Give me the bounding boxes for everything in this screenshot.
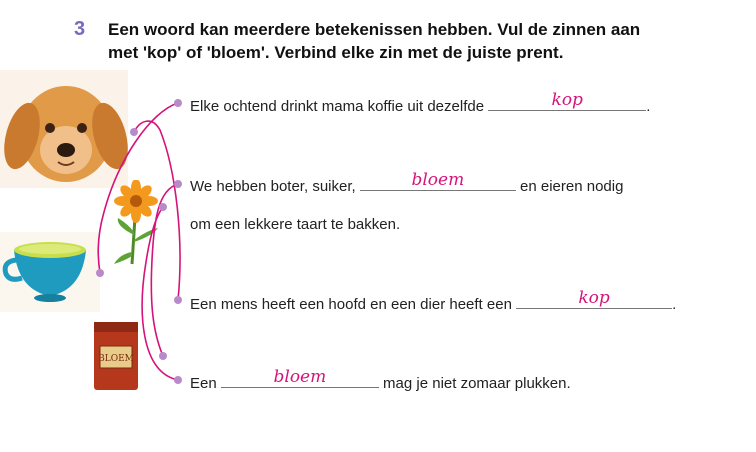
sentence-4 [190, 367, 571, 392]
sentence-1-answer: kop [551, 90, 583, 110]
instruction-line-2: met 'kop' of 'bloem'. Verbind elke zin met de juiste prent. [108, 43, 564, 62]
sentence-2-blank[interactable] [360, 170, 516, 191]
sentence-4-blank[interactable] [221, 367, 379, 388]
flour-bag-label: BLOEM [98, 354, 134, 364]
instruction-line-1: Een woord kan meerdere betekenissen hebben. Vul de zinnen aan [108, 20, 641, 39]
sentence-3 [190, 288, 677, 313]
line-sentence3-dog [134, 121, 180, 300]
dot-cup [96, 269, 104, 277]
line-sentence1-cup [98, 103, 178, 273]
sentence-1-text: Elke ochtend drinkt mama koffie uit dezelfde [190, 98, 485, 115]
sentence-4-text: Een [190, 375, 217, 392]
sentence-3-blank[interactable] [516, 288, 672, 309]
dot-flower [159, 203, 167, 211]
sentence-2-end: en eieren nodig [520, 178, 624, 195]
sentence-2-text: We hebben boter, suiker, [190, 178, 356, 195]
sentence-1-end: . [646, 98, 651, 115]
dot-flour [159, 352, 167, 360]
dot-dog [130, 128, 138, 136]
sentence-2-line-2: om een lekkere taart te bakken. [190, 216, 401, 233]
sentence-3-text: Een mens heeft een hoofd en een dier heeft een [190, 296, 512, 313]
sentence-1 [190, 90, 651, 115]
dot-sentence-4 [174, 376, 182, 384]
sentence-2 [190, 170, 624, 195]
exercise-number: 3 [74, 18, 86, 40]
sentence-2-answer: bloem [411, 170, 465, 190]
sentence-4-end: mag je niet zomaar plukken. [383, 375, 571, 392]
sentence-1-blank[interactable] [488, 90, 646, 111]
sentence-3-answer: kop [578, 288, 610, 308]
dot-sentence-2 [174, 180, 182, 188]
sentence-4-answer: bloem [273, 367, 327, 387]
dot-sentence-1 [174, 99, 182, 107]
dot-sentence-3 [174, 296, 182, 304]
sentence-3-end: . [672, 296, 677, 313]
